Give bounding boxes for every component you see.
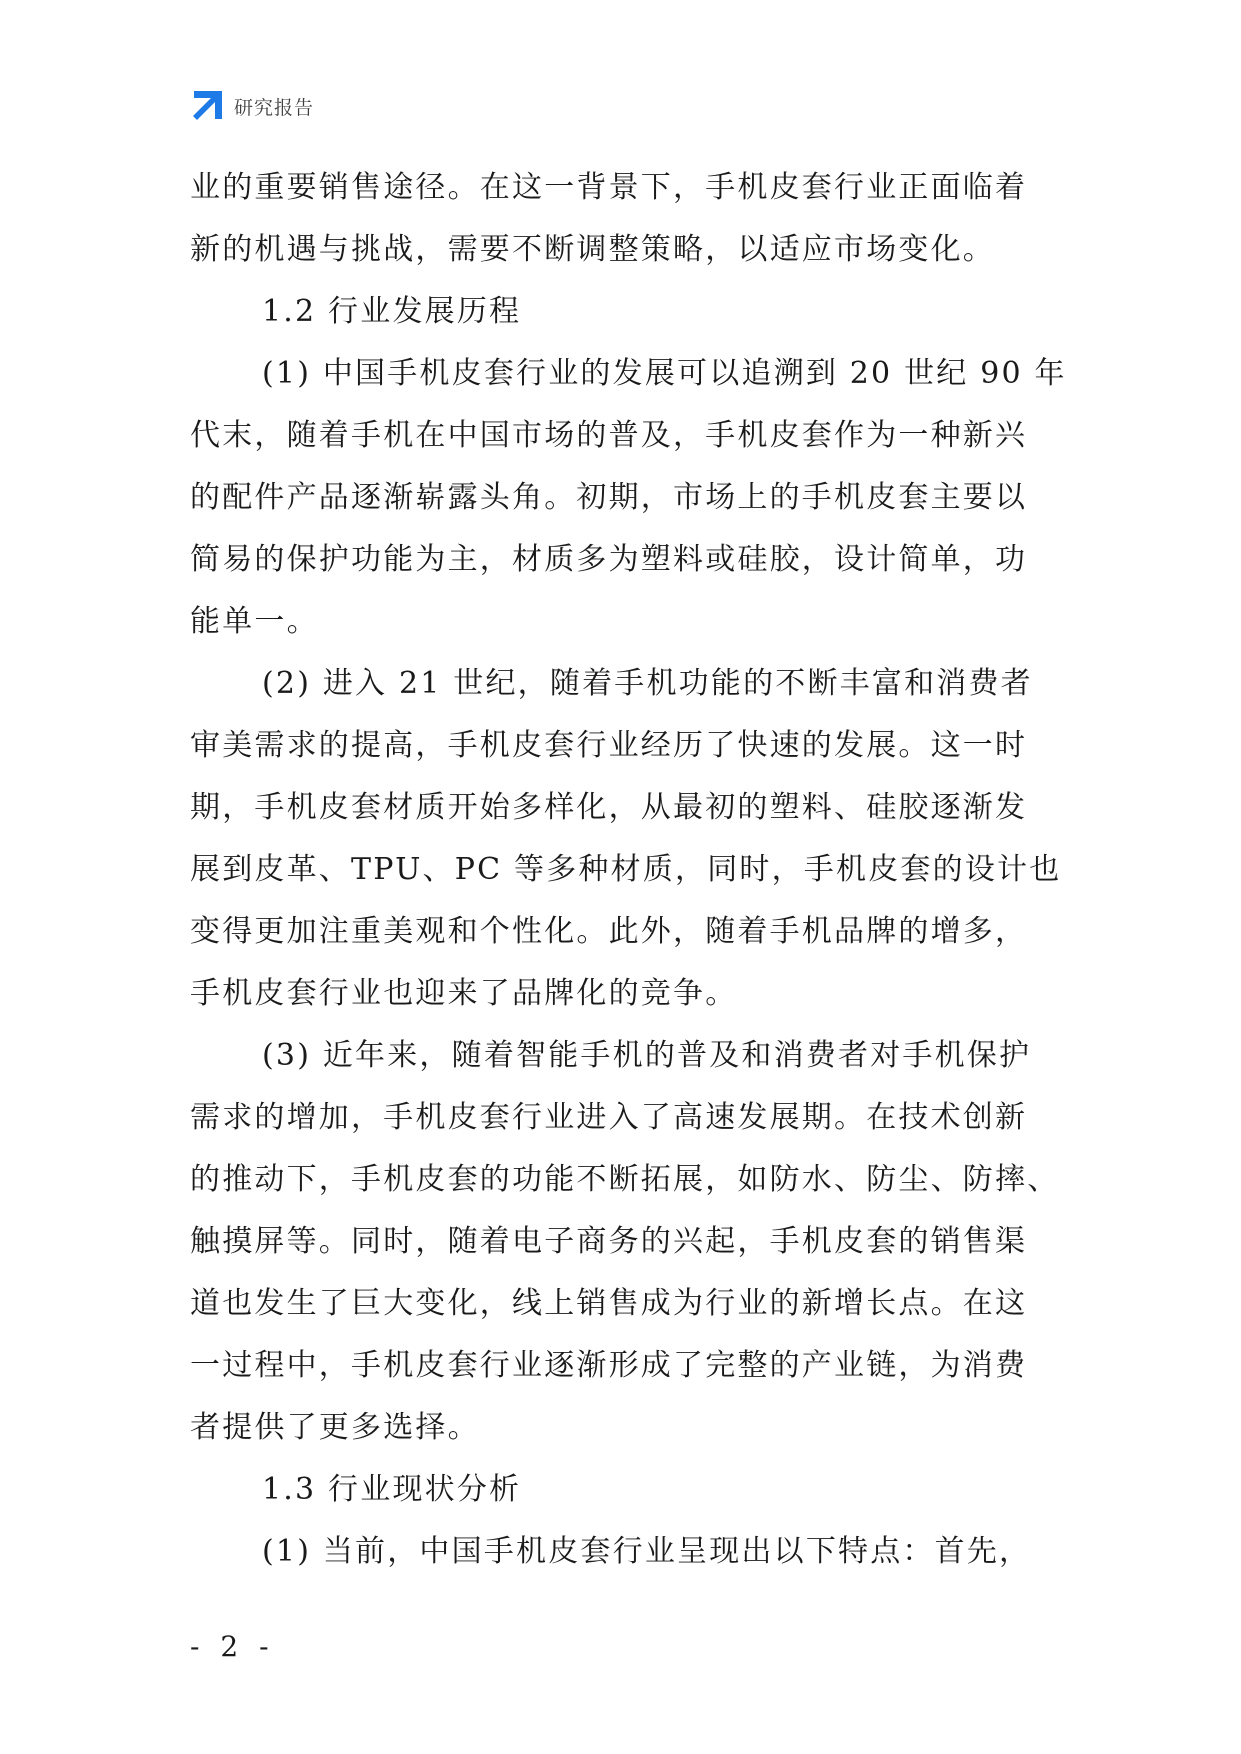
paragraph-line: 道也发生了巨大变化，线上销售成为行业的新增长点。在这	[190, 1286, 1028, 1321]
paragraph-line: 需求的增加，手机皮套行业进入了高速发展期。在技术创新	[190, 1100, 1028, 1135]
paragraph-line: 简易的保护功能为主，材质多为塑料或硅胶，设计简单，功	[190, 542, 1028, 577]
paragraph-line: 业的重要销售途径。在这一背景下，手机皮套行业正面临着	[190, 170, 1028, 205]
paragraph-line: (1) 当前，中国手机皮套行业呈现出以下特点：首先，	[262, 1534, 1032, 1569]
paragraph-line: (2) 进入 21 世纪，随着手机功能的不断丰富和消费者	[262, 666, 1033, 701]
paragraph-line: 手机皮套行业也迎来了品牌化的竞争。	[190, 976, 738, 1011]
document-body	[190, 157, 1067, 1583]
paragraph-line: 的推动下，手机皮套的功能不断拓展，如防水、防尘、防摔、	[190, 1162, 1060, 1197]
arrow-up-right-icon	[190, 89, 224, 123]
paragraph-line: 的配件产品逐渐崭露头角。初期，市场上的手机皮套主要以	[190, 480, 1028, 515]
header-title: 研究报告	[234, 96, 315, 119]
page-number: - 2 -	[190, 1630, 275, 1663]
paragraph-line: 期，手机皮套材质开始多样化，从最初的塑料、硅胶逐渐发	[190, 790, 1028, 825]
paragraph-line: (1) 中国手机皮套行业的发展可以追溯到 20 世纪 90 年	[262, 356, 1067, 391]
paragraph-line: 新的机遇与挑战，需要不断调整策略，以适应市场变化。	[190, 232, 995, 267]
paragraph-line: (3) 近年来，随着智能手机的普及和消费者对手机保护	[262, 1038, 1032, 1073]
report-header	[190, 88, 314, 124]
paragraph-line: 者提供了更多选择。	[190, 1410, 480, 1445]
section-heading-1-2: 1.2 行业发展历程	[262, 294, 522, 329]
section-heading-1-3: 1.3 行业现状分析	[262, 1472, 522, 1507]
paragraph-line: 触摸屏等。同时，随着电子商务的兴起，手机皮套的销售渠	[190, 1224, 1028, 1259]
paragraph-line: 能单一。	[190, 604, 319, 639]
paragraph-line: 展到皮革、TPU、PC 等多种材质，同时，手机皮套的设计也	[190, 852, 1062, 887]
paragraph-line: 审美需求的提高，手机皮套行业经历了快速的发展。这一时	[190, 728, 1028, 763]
paragraph-line: 变得更加注重美观和个性化。此外，随着手机品牌的增多，	[190, 914, 1028, 949]
paragraph-line: 一过程中，手机皮套行业逐渐形成了完整的产业链，为消费	[190, 1348, 1028, 1383]
paragraph-line: 代末，随着手机在中国市场的普及，手机皮套作为一种新兴	[190, 418, 1028, 453]
